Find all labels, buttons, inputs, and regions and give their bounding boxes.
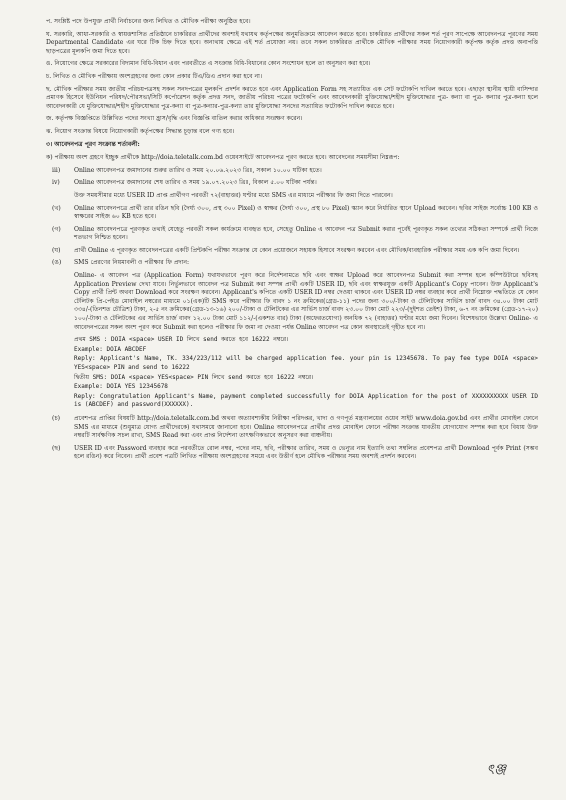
item-marker: (খ) bbox=[52, 204, 61, 212]
document-body bbox=[46, 18, 538, 466]
para-uma: ঙ. নিয়োগের ক্ষেত্রে সরকারের বিদ্যমান বিধি-বিধান এবং পরবর্তীতে এ সংক্রান্ত বিধি-বিধানের কোন সংশোধন হলে তা অনুসরণ করা হবে। bbox=[46, 60, 371, 68]
item-text: Online আবেদনপত্র জমাদানের শেষ তারিখ ও সময় ১৯.০৭.২০২৩ খ্রিঃ, বিকাল ৫.০০ ঘটিকা পর্যন্ত। bbox=[74, 179, 317, 187]
para-gha: ঘ. সরকারি, আধা-সরকারি ও স্বায়ত্তশাসিত প্রতিষ্ঠানে চাকরিরত প্রার্থীদের অবশ্যই যথাযথ কর্তৃপক্ষের অনুমতিক্রমে আবেদন করতে হবে। চাকরিরত প্রার্থীদের সকল শর্ত পূরণ সাপেক্ষে আবেদনপত্র পূরণের সময় Departmental Candidate এর ঘরে টিক চিহ্ন দিতে হবে। অন্যথায় ক্ষেত্রে এই শর্ত প্রযোজ্য নয়। তবে সকল চাকরিরত প্রার্থীকে মৌখিক পরীক্ষার সময় নিয়োগকারী কর্তৃপক্ষ কর্তৃক প্রদত্ত অনাপত্তি ছাড়পত্রের মূলকপি জমা দিতে হবে। bbox=[46, 30, 538, 55]
item-marker: (চ) bbox=[52, 414, 61, 422]
intro-text: ক) পরীক্ষায় অংশ গ্রহণে ইচ্ছুক প্রার্থীকে http://doia.teletalk.com.bd ওয়েবসাইটে আবেদনপত্র পূরণ করতে হবে। আবেদনের সময়সীমা নিম্নরূপ: bbox=[46, 154, 400, 162]
sms-line: Example: DOIA ABCDEF bbox=[74, 345, 147, 353]
para-ja: জ. কর্তৃপক্ষ বিজ্ঞপ্তিতে উল্লিখিত পদের সংখ্যা হ্রাস/বৃদ্ধি এবং বিজ্ঞপ্তি বাতিল করার অধিকার সংরক্ষণ করেন। bbox=[46, 115, 303, 123]
item-marker: (গ) bbox=[52, 225, 61, 233]
item-text: প্রবেশপত্র প্রাপ্তির বিষয়টি http://doia.teletalk.com.bd অথবা অত্যাবশ্যকীয় নিরীক্ষা পরিদপ্তর, খাদ্য ও গণপূর্ত মন্ত্রণালয়ের ওয়েব সাইট www.doia.gov.bd এবং প্রার্থীর মোবাইল ফোনে SMS এর মাধ্যমে (শুধুমাত্র যোগ্য প্রার্থীদেরকে) যথাসময়ে জানানো হবে। Online আবেদনপত্রে প্রার্থীর প্রদত্ত মোবাইল ফোনে পরীক্ষা সংক্রান্ত যাবতীয় যোগাযোগ সম্পন্ন করা হবে বিধায় উক্ত নম্বরটি সার্বক্ষণিক সচল রাখা, SMS Read করা এবং প্রাপ্ত নির্দেশনা তাৎক্ষণিকভাবে অনুসরণ করা বাঞ্চনীয়। bbox=[74, 414, 538, 440]
list-item bbox=[46, 192, 538, 201]
list-item bbox=[46, 226, 538, 243]
item-marker: (ছ) bbox=[52, 444, 61, 452]
list-item bbox=[46, 179, 538, 188]
para-cha: চ. লিখিত ও মৌখিক পরীক্ষায় অংশগ্রহণের জন্য কোন প্রকার টিএ/ডিএ প্রদান করা হবে না। bbox=[46, 72, 263, 80]
item-marker: (ঙ) bbox=[52, 259, 62, 267]
sms-line: Reply: Congratulation Applicant's Name, payment completed successfully for DOIA Application for the post of XXXXXXXXXX USER ID is (ABCDEF) and password(XXXXXX). bbox=[74, 392, 538, 409]
list-item bbox=[46, 415, 538, 441]
para-chha: ছ. মৌখিক পরীক্ষার সময় জাতীয় পরিচয়পত্রসহ সকল সনদপত্রের মূলকপি প্রদর্শন করতে হবে এবং Application Form সহ সত্যায়িত এক সেট ফটোকপি দাখিল করতে হবে। এছাড়া স্থানীয় স্থায়ী বাসিন্দার প্রমাণক হিসেবে ইউনিয়ন পরিষদ/পৌরসভা/সিটি কর্পোরেশন কর্তৃক প্রদত্ত সনদ, জাতীয় পরিচয় পত্রের ফটোকপি এবং আবেদনকারী মুক্তিযোদ্ধা/শহীদ মুক্তিযোদ্ধার পুত্র- কন্যা বা পুত্র- কন্যার পুত্র-কন্যা হলে আবেদনকারী যে মুক্তিযোদ্ধার/শহীদ মুক্তিযোদ্ধার পুত্র-কন্যা বা পুত্র-কন্যার-পুত্র-কন্যা তার মুক্তিযোদ্ধা সনদের সত্যায়িত ফটোকপি দাখিল করতে হবে। bbox=[46, 85, 538, 110]
para-kha: প. সংশ্লিষ্ট পদে উপযুক্ত প্রার্থী নির্বাচনের জন্য লিখিত ও মৌখিক পরীক্ষা অনুষ্ঠিত হবে। bbox=[46, 18, 251, 25]
item-text: USER ID এবং Password ব্যবহার করে পরবর্তীতে রোল নম্বর, পদের নাম, ছবি, পরীক্ষার তারিখ, সময় ও ভেন্যুর নাম ইত্যাদি তথ্য সম্বলিত প্রবেশপত্র প্রার্থী Download পূর্বক Print (সম্ভব হলে রঙিন) করে নিবেন। প্রার্থী প্রবেশ পত্রটি লিখিত পরীক্ষায় অংশগ্রহণের সময়ে এবং উত্তীর্ণ হলে মৌখিক পরীক্ষার সময় অবশ্যই প্রদর্শন করবেন। bbox=[74, 444, 538, 461]
sms-content bbox=[74, 259, 538, 411]
item-text: প্রার্থী Online এ পূরণকৃত আবেদনপত্রের একটি প্রিন্টকপি পরীক্ষা সংক্রান্ত যে কোন প্রয়োজনে সহায়ক হিসাবে সংরক্ষণ করবেন এবং মৌখিক/ব্যবহারিক পরীক্ষার সময় এক কপি জমা দিবেন। bbox=[74, 246, 520, 254]
sms-line: Example: DOIA YES 12345678 bbox=[74, 383, 168, 391]
para-jha: ঝ. নিয়োগ সংক্রান্ত বিষয়ে নিয়োগকারী কর্তৃপক্ষের সিদ্ধান্ত চূড়ান্ত বলে গণ্য হবে। bbox=[46, 127, 235, 135]
item-marker: (ঘ) bbox=[52, 246, 61, 254]
list-item bbox=[46, 247, 538, 256]
list-item bbox=[46, 445, 538, 462]
item-text: Online আবেদনপত্রে প্রার্থী তার রঙিন ছবি (দৈর্ঘ্য ৩০০, প্রস্থ ৩০০ Pixel) ও স্বাক্ষর (দৈর্ঘ্য ৩০০, প্রস্থ ৮০ Pixel) স্ক্যান করে নির্ধারিত স্থানে Upload করবেন। ছবির সাইজ সর্বোচ্চ 100 KB ও স্বাক্ষরের সাইজ ৬০ KB হতে হবে। bbox=[74, 204, 538, 221]
sms-line: দ্বিতীয় SMS: DOIA <space> YES<space> PIN লিখে send করতে হবে 16222 নম্বরে। bbox=[74, 373, 314, 381]
sms-body: Online- এ আবেদন পত্র (Application Form) যথাযথভাবে পূরণ করে নির্দেশনামতে ছবি এবং স্বাক্ষর Upload করে আবেদনপত্র Submit করা সম্পন্ন হলে কম্পিউটারে ছবিসহ Application Preview দেখা যাবে। নির্ভুলভাবে আবেদন পত্র Submit করা সম্পন্ন প্রার্থী একটি USER ID, ছবি এবং স্বাক্ষরযুক্ত একটি Applicant's Copy পাবেন। উক্ত Applicant's Copy প্রার্থী প্রিন্ট অথবা Download করে সংরক্ষণ করবেন। Applicant's কপিতে একটি USER ID নম্বর দেওয়া থাকবে এবং USER ID নম্বর ব্যবহার করে প্রার্থী নিম্নোক্ত পদ্ধতিতে যে কোন টেলিটক প্রি-পেইড মোবাইল নম্বরের মাধ্যমে ০১(এক)টি SMS করে পরীক্ষার ফি বাবদ ১ নং ক্রমিকের(গ্রেড-১১) পদের জন্য ৩০০/-টাকা ও টেলিটকের সার্ভিস চার্জ বাবদ ৩৪.০০ টাকা মোট ৩৩৪/-(তিনশত চৌত্রিশ) টাকা, ২-৫ নং ক্রমিকের(গ্রেড-১৩-১৬) ২০০/-টাকা ও টেলিটকের এর সার্ভিস চার্জ বাবদ ২৩.০০ টাকা মোট ২২৩/-(দুইশত তেইশ) টাকা, ৬-৭ নং ক্রমিকের (গ্রেড-১৭-২০) ১০০/-টাকা ও টেলিটকের এর সার্ভিস চার্জ বাবদ ১২.০০ টাকা মোট ১১২/-(একশত বার) টাকা (অফেরতযোগ্য) অনধিক ৭২ (বাহাত্তর) ঘণ্টার মধ্যে জমা দিবেন। বিশেষভাবে উল্লেখ্য Online- এ আবেদনপত্রের সকল অংশ পূরণ করে Submit করা হলেও পরীক্ষার ফি জমা না দেওয়া পর্যন্ত Online আবেদন পত্র কোন অবস্থাতেই গৃহীত হবে না। bbox=[74, 272, 538, 331]
list-item bbox=[46, 205, 538, 222]
sms-section bbox=[46, 259, 538, 411]
section-heading: ৩। আবেদনপত্র পূরণ সংক্রান্ত শর্তাবলী: bbox=[46, 140, 140, 148]
item-text: উক্ত সময়সীমার মধ্যে USER ID প্রাপ্ত প্রার্থীগণ পরবর্তী ৭২(বাহাত্তর) ঘণ্টার মধ্যে SMS এর মাধ্যমে পরীক্ষার ফি জমা দিতে পারবেন। bbox=[74, 191, 393, 199]
item-text: Online আবেদনপত্র জমাদানের শুরুর তারিখ ও সময় ২০.০৬.২০২৩ খ্রিঃ, সকাল ১০.০০ ঘটিকা হতে। bbox=[74, 166, 322, 174]
sms-line: প্রথম SMS : DOIA <space> USER ID লিখে send করতে হবে 16222 নম্বরে। bbox=[74, 336, 289, 344]
list-item bbox=[46, 167, 538, 176]
sms-line: Reply: Applicant's Name, TK. 334/223/112 will be charged application fee. your pin is 12345678. To pay fee type DOIA <space> YES<space> PIN and send to 16222 bbox=[74, 355, 538, 371]
sms-title: SMS প্রেরণের নিয়মাবলী ও পরীক্ষার ফি প্রদান: bbox=[74, 259, 190, 267]
item-marker bbox=[46, 192, 74, 201]
signature: ৎঞ্জ bbox=[486, 762, 506, 778]
item-marker: iv) bbox=[52, 179, 60, 187]
item-text: Online আবেদনপত্রে পূরণকৃত তথ্যই যেহেতু পরবর্তী সকল কার্যক্রমে ব্যবহৃত হবে, সেহেতু Online এ আবেদন পত্র Submit করার পূর্বেই পূরণকৃত সকল তথ্যের সঠিকতা সম্পর্কে প্রার্থী নিজে শতভাগ নিশ্চিত হবেন। bbox=[74, 225, 538, 242]
item-marker: iii) bbox=[52, 166, 61, 174]
